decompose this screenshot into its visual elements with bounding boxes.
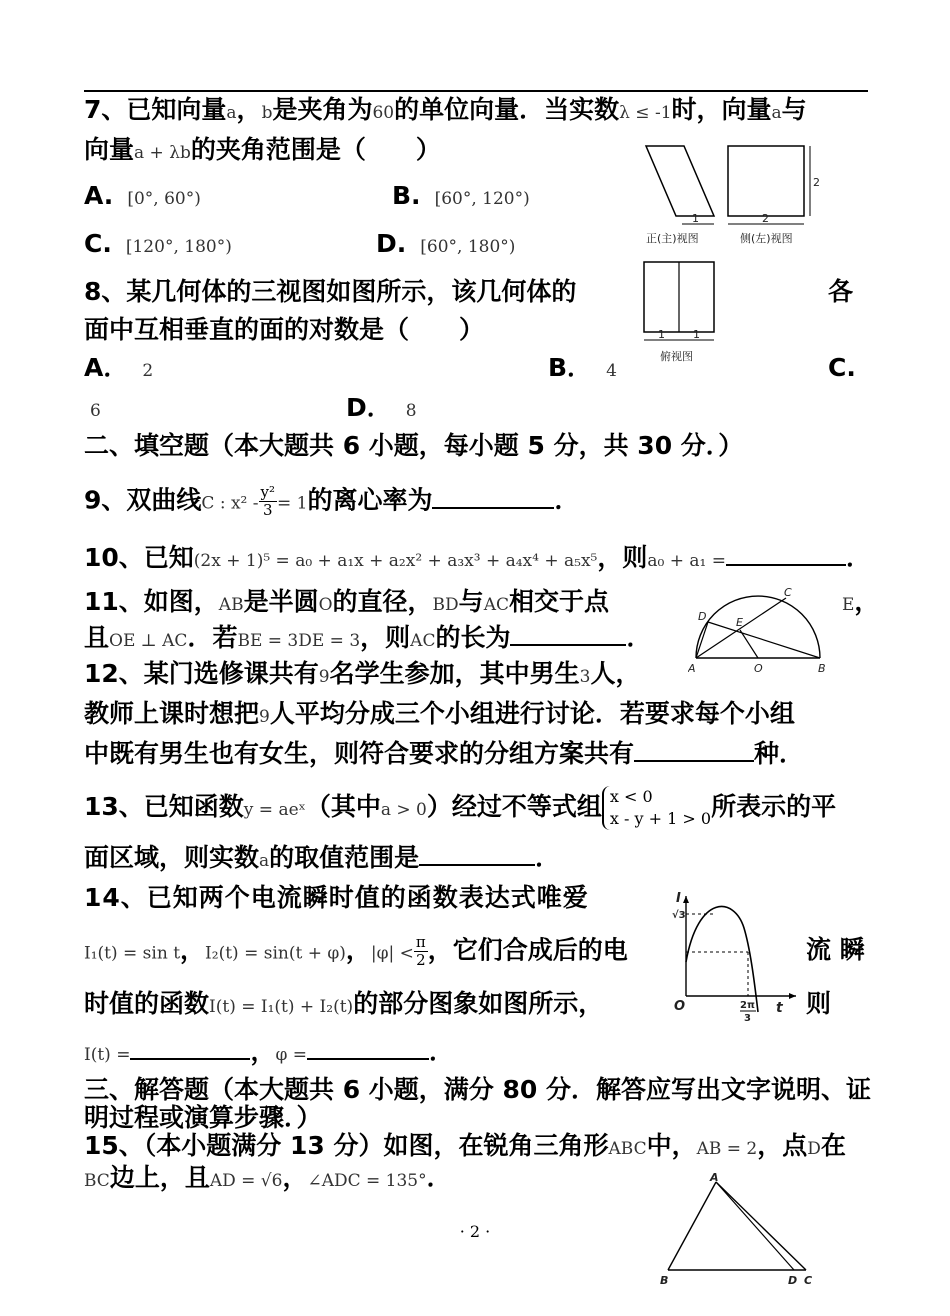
option-label: C.	[84, 229, 112, 258]
q13-inequality-system	[602, 786, 711, 830]
q11-text: ，	[854, 587, 880, 616]
q13-text: ）经过不等式组	[426, 792, 602, 821]
q8-option-b	[548, 352, 617, 387]
q14-line4	[84, 1036, 454, 1071]
q15-math: ABC	[608, 1139, 647, 1159]
q14-line2	[84, 934, 628, 970]
front-dim-label: 1	[692, 212, 699, 225]
option-label: B．	[548, 353, 593, 382]
option-value: 6	[90, 401, 101, 421]
q7-text: 7、已知向量	[84, 95, 227, 124]
q13-math: a	[259, 851, 270, 871]
q8-option-c-label	[828, 352, 856, 384]
q11-math: O	[318, 595, 333, 615]
option-value: 4	[606, 361, 617, 381]
q8-option-a	[84, 352, 153, 387]
q10-text: ，则	[597, 543, 648, 572]
q7-math-lambda: λ ≤ -1	[619, 103, 672, 123]
q8-line1-end	[828, 276, 853, 308]
top-view	[644, 262, 714, 363]
q15-line2	[84, 1162, 452, 1197]
q9-math: C : x² -	[201, 493, 259, 514]
q10-text: ．	[845, 543, 871, 572]
point-label-e: E	[736, 616, 743, 629]
q11-text: 是半圆	[243, 587, 319, 616]
q15-line1	[84, 1130, 846, 1165]
q7-math-vector: a + λb	[134, 143, 191, 163]
inequality-1: x < 0	[609, 787, 653, 806]
q14-answer-blank-1[interactable]	[130, 1036, 250, 1060]
q11-math: BD	[432, 595, 459, 615]
q13-text: 的取值范围是	[269, 843, 420, 872]
q14-math: |φ| <	[370, 943, 414, 964]
q14-line3-end	[806, 988, 831, 1020]
top-caption: 俯视图	[660, 350, 693, 363]
side-caption: 侧(左)视图	[740, 232, 793, 245]
q12-math: 9	[259, 707, 270, 727]
q11-text: 与	[458, 587, 484, 616]
q15-math: BC	[84, 1171, 110, 1191]
option-label: B.	[392, 181, 421, 210]
fraction-numerator: π	[415, 933, 426, 951]
q11-line1-end	[842, 586, 879, 621]
q9-line	[84, 484, 580, 520]
q12-line2	[84, 698, 795, 733]
q11-math: OE ⊥ AC	[109, 631, 188, 651]
q14-math: I(t) =	[84, 1045, 131, 1065]
q12-text: 12、某门选修课共有	[84, 659, 319, 688]
q14-text: 的部分图象如图所示，	[353, 989, 604, 1018]
q7-math-b: b	[261, 103, 273, 123]
q12-line1	[84, 658, 640, 693]
q10-math: a₀ + a₁ =	[647, 551, 726, 571]
q11-text: ．若	[187, 623, 238, 652]
inequality-2: x - y + 1 > 0	[609, 809, 712, 828]
q7-text: 时，向量	[671, 95, 772, 124]
q7-math-angle: 60	[372, 103, 395, 123]
q14-math: I₂(t) = sin(t + φ)	[205, 943, 346, 964]
q9-text: 的离心率为	[307, 485, 433, 515]
q14-math: I₁(t) = sin t	[84, 943, 181, 964]
q7-line2	[84, 134, 441, 169]
q14-text: 流 瞬	[806, 935, 865, 964]
q14-text: ，	[180, 935, 206, 965]
q7-option-b	[392, 180, 530, 215]
q11-text: ．	[626, 623, 652, 652]
triangle-figure	[654, 1172, 824, 1288]
q13-math: y = aeˣ	[243, 800, 306, 820]
front-view	[646, 146, 714, 245]
top-dim-label: 1	[658, 328, 665, 341]
q15-text: 边上，且	[109, 1163, 210, 1192]
q10-text: 10、已知	[84, 543, 194, 572]
q13-text: 13、已知函数	[84, 792, 244, 821]
q14-fraction	[414, 934, 428, 969]
q12-text: 教师上课时想把	[84, 699, 260, 728]
q9-text: 9、双曲线	[84, 485, 202, 515]
q11-text: 的长为	[435, 623, 511, 652]
q14-math: φ =	[275, 1045, 308, 1065]
point-label-d: D	[788, 1274, 798, 1287]
q13-text: （其中	[305, 792, 381, 821]
q14-text: ．	[429, 1037, 455, 1066]
q8-text: 各	[828, 277, 854, 306]
q13-text: 所表示的平	[711, 792, 837, 821]
q15-text: ，	[282, 1163, 308, 1192]
q7-option-d	[376, 228, 515, 263]
option-label: C.	[828, 353, 856, 382]
side-view	[728, 146, 820, 245]
section3-heading-line1: 三、解答题（本大题共 6 小题，满分 80 分．解答应写出文字说明、证	[84, 1075, 872, 1104]
q15-math: D	[807, 1139, 821, 1159]
q14-line2-end	[806, 934, 865, 966]
q11-math: AC	[410, 631, 436, 651]
three-view-figure	[636, 138, 832, 374]
q7-text: 的夹角范围是（ ）	[190, 135, 441, 164]
q9-fraction	[259, 484, 278, 519]
q12-line3	[84, 738, 804, 770]
fraction-numerator: y²	[260, 483, 275, 501]
point-label-b: B	[818, 662, 826, 675]
q15-text: 在	[820, 1131, 846, 1160]
q14-text: ，它们合成后的电	[427, 935, 628, 965]
q11-math: AC	[483, 595, 509, 615]
q10-answer-blank[interactable]	[726, 542, 846, 566]
q13-answer-blank[interactable]	[419, 842, 535, 866]
option-value: [120°, 180°)	[125, 237, 232, 257]
x-tick-numerator: 2π	[740, 1000, 755, 1011]
fraction-denominator: 3	[262, 501, 273, 519]
q8-line2: 面中互相垂直的面的对数是（ ）	[84, 315, 485, 344]
q15-text: 15、（本小题满分 13 分）如图，在锐角三角形	[84, 1131, 609, 1160]
q7-text: 与	[781, 95, 807, 124]
q9-text: ．	[554, 485, 580, 515]
q11-math: BE = 3DE = 3	[237, 631, 361, 651]
q15-text: ．	[426, 1163, 452, 1192]
q7-text: 是夹角为	[272, 95, 373, 124]
q10-math: (2x + 1)⁵ = a₀ + a₁x + a₂x² + a₃x³ + a₄x⁴ + a₅x⁵	[193, 551, 598, 571]
q15-math: AD = √6	[209, 1171, 283, 1191]
option-value: [60°, 120°)	[434, 189, 530, 209]
y-tick-label: √3	[672, 910, 686, 921]
side-height-label: 2	[813, 176, 820, 189]
q7-text: ，	[236, 95, 262, 124]
q15-math: ∠ADC = 135°	[307, 1171, 427, 1191]
origin-label: O	[674, 999, 686, 1014]
q11-text: 的直径，	[332, 587, 433, 616]
q12-math: 9	[318, 667, 330, 687]
q11-math: AB	[218, 595, 244, 615]
q7-option-c	[84, 228, 232, 263]
q15-text: 中，	[646, 1131, 697, 1160]
q14-answer-blank-2[interactable]	[307, 1036, 429, 1060]
option-label: A．	[84, 353, 129, 382]
point-label-o: O	[754, 662, 763, 675]
top-rule	[84, 90, 868, 92]
front-caption: 正(主)视图	[646, 232, 699, 245]
x-axis-label: t	[776, 1000, 783, 1016]
option-value: [0°, 60°)	[127, 189, 201, 209]
q14-line1: 14、已知两个电流瞬时值的函数表达式唯爱	[84, 883, 589, 912]
q7-text: 的单位向量．当实数	[394, 95, 620, 124]
point-label-c: C	[784, 586, 792, 599]
q12-text: 人，	[590, 659, 641, 688]
y-axis-label: I	[676, 891, 681, 906]
top-dim-label: 1	[693, 328, 700, 341]
q11-text: ，则	[360, 623, 411, 652]
q8-line1	[84, 276, 576, 308]
option-value: 8	[405, 401, 417, 421]
q14-text: ，	[250, 1037, 276, 1066]
q14-text: ，	[345, 935, 371, 965]
option-label: A.	[84, 181, 114, 210]
q11-text: 11、如图，	[84, 587, 219, 616]
q15-math: AB = 2	[696, 1139, 758, 1159]
option-value: [60°, 180°)	[420, 237, 516, 257]
q10-line	[84, 542, 871, 577]
point-label-c: C	[804, 1274, 813, 1287]
x-tick-denominator: 3	[744, 1013, 751, 1024]
point-label-a: A	[710, 1172, 719, 1184]
option-value: 2	[142, 361, 154, 381]
q9-answer-blank[interactable]	[432, 485, 554, 509]
q14-text: 则	[806, 989, 832, 1018]
q7-math-a: a	[771, 103, 782, 123]
q11-math: E	[842, 595, 855, 615]
q14-line3	[84, 988, 603, 1023]
q7-option-a	[84, 180, 201, 215]
option-label: D．	[346, 393, 392, 422]
point-label-d: D	[698, 610, 707, 623]
q12-text: 中既有男生也有女生，则符合要求的分组方案共有	[84, 739, 635, 768]
q13-line1	[84, 786, 836, 830]
q8-option-d	[346, 392, 417, 427]
q13-line2	[84, 842, 560, 877]
q11-text: 且	[84, 623, 110, 652]
option-label: D.	[376, 229, 407, 258]
q14-text: 时值的函数	[84, 989, 210, 1018]
q12-text: 名学生参加，其中男生	[329, 659, 580, 688]
q12-text: 人平均分成三个小组进行讨论．若要求每个小组	[269, 699, 795, 728]
q12-math: 3	[579, 667, 591, 687]
q7-line1	[84, 94, 807, 129]
q13-text: 面区域，则实数	[84, 843, 260, 872]
q11-line1	[84, 586, 609, 621]
q12-answer-blank[interactable]	[634, 738, 754, 762]
q12-text: 种．	[754, 739, 805, 768]
section3-heading-line2: 明过程或演算步骤．）	[84, 1103, 322, 1132]
q14-math: I(t) = I₁(t) + I₂(t)	[209, 997, 354, 1017]
page-number: · 2 ·	[459, 1222, 491, 1241]
q15-text: ，点	[757, 1131, 808, 1160]
q13-math: a > 0	[380, 800, 427, 820]
q7-text: 向量	[84, 135, 135, 164]
semicircle-figure	[688, 586, 830, 678]
q8-text: 8、某几何体的三视图如图所示，该几何体的	[84, 277, 577, 306]
q11-line2	[84, 622, 652, 657]
fraction-denominator: 2	[416, 951, 426, 969]
q8-option-c-value	[76, 392, 101, 427]
q7-math-a: a	[226, 103, 237, 123]
point-label-a: A	[688, 662, 696, 675]
side-width-label: 2	[762, 212, 769, 225]
q13-text: ．	[535, 843, 561, 872]
section2-heading: 二、填空题（本大题共 6 小题，每小题 5 分，共 30 分．）	[84, 431, 744, 460]
q9-math: = 1	[277, 493, 308, 514]
q11-text: 相交于点	[508, 587, 609, 616]
current-graph	[668, 888, 800, 1024]
point-label-b: B	[660, 1274, 669, 1287]
q11-answer-blank[interactable]	[510, 622, 626, 646]
